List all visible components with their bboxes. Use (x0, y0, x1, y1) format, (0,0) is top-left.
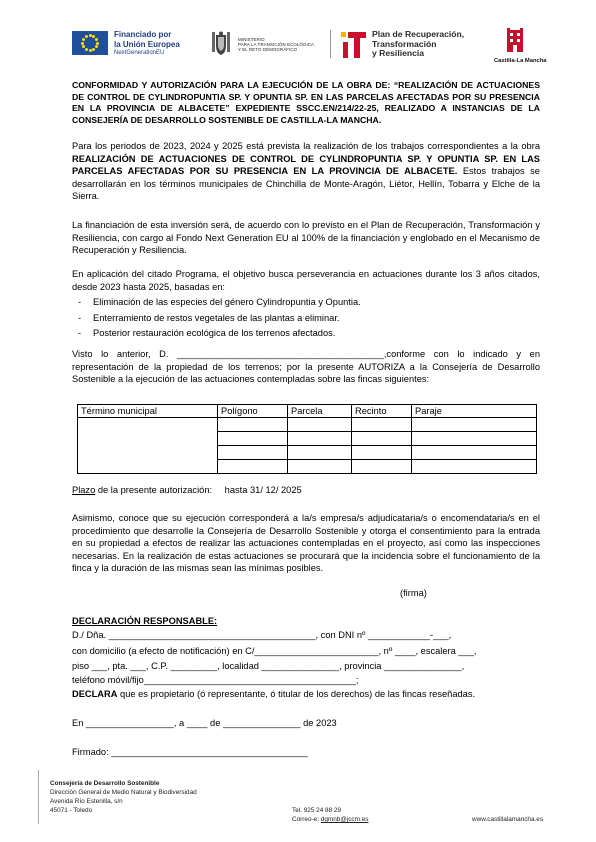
list-item-text: Eliminación de las especies del género Cylindropuntia y Opuntia. (93, 297, 361, 307)
ministry-line: Y EL RETO DEMOGRÁFICO (238, 47, 298, 52)
table-cell[interactable] (412, 432, 537, 446)
column-header: Recinto (352, 405, 412, 418)
bullet-dash: - (78, 313, 82, 323)
validity-text: de la presente autorización: (95, 485, 213, 495)
table-cell[interactable] (352, 446, 412, 460)
eu-star-icon (96, 42, 99, 45)
table-row (78, 418, 537, 432)
column-header: Paraje (412, 405, 537, 418)
footer-direction: Dirección General de Medio Natural y Biodiversidad (50, 789, 197, 796)
column-header: Parcela (288, 405, 352, 418)
footer-org: Consejería de Desarrollo Sostenible (50, 780, 160, 787)
table-cell[interactable] (352, 432, 412, 446)
table-cell[interactable] (288, 460, 352, 474)
ministry-line: PARA LA TRANSICIÓN ECOLÓGICA (238, 42, 315, 47)
table-cell[interactable] (412, 446, 537, 460)
recovery-plan-line: Transformación (372, 38, 437, 49)
spain-coat-of-arms-icon (210, 31, 232, 57)
footer-address: Avenida Río Estenilla, s/n (50, 798, 123, 805)
eu-flag-icon (72, 31, 108, 55)
header-divider (330, 30, 331, 58)
table-cell[interactable] (78, 418, 218, 474)
recovery-plan-line: y Resiliencia (372, 48, 425, 58)
eu-star-icon (81, 42, 84, 45)
footer-email-link[interactable]: dgmnb@jccm.es (320, 816, 369, 823)
declaration-statement (72, 688, 540, 701)
eu-star-icon (95, 38, 98, 41)
project-name: REALIZACIÓN DE ACTUACIONES DE CONTROL DE CYLINDROPUNTIA SP. Y OPUNTIA SP. EN LAS PARCELAS AFECTADAS POR SU PRESENCIA EN LA PROVINCIA DE ALBACETE. (72, 153, 540, 176)
table-cell[interactable] (218, 418, 288, 432)
footer-contact-block (292, 806, 368, 824)
list-item-text: Enterramiento de restos vegetales de las plantas a eliminar. (93, 313, 340, 323)
eu-star-icon (92, 48, 95, 51)
column-header: Polígono (218, 405, 288, 418)
castilla-la-mancha-logo-icon (504, 28, 526, 56)
declara-text: que es propietario (ó representante, ó titular de los derechos) de las fincas reseñadas. (117, 689, 476, 699)
validity-line (72, 484, 540, 497)
list-item (78, 312, 340, 325)
consent-paragraph: Asimismo, conoce que su ejecución corresponderá a la/s empresa/s adjudicataria/s o encomendataria/s en el procedimiento que desarrolle la Consejería de Desarrollo Sostenible y otorga el consentimiento para la entrada en su propiedad a efectos de realizar las actuaciones contempladas en el proyecto, así como las inspecciones necesarias. En la realización de estas actuaciones se procurará que la incidencia sobre el funcionamiento de la finca y la duración de las mismas sean las mínimas posibles. (72, 513, 540, 573)
footer-website-link[interactable]: www.castillalamancha.es (472, 816, 544, 823)
signature-label: (firma) (400, 588, 427, 598)
column-header: Término municipal (78, 405, 218, 418)
ministry-label (238, 37, 314, 52)
castilla-la-mancha-label: Castilla-La Mancha (494, 58, 547, 64)
declaration-line[interactable]: con domicilio (a efecto de notificación) en C/________________________, nº ____, escalera ___, (72, 646, 477, 656)
recovery-plan-line: Plan de Recuperación, (372, 29, 465, 39)
intro-text-end: Estos trabajos se desarrollarán en los términos municipales de Chinchilla de Monte-Aragón, Liétor, Hellín, Tobarra y Elche de la Sierra. (72, 166, 540, 201)
table-cell[interactable] (412, 460, 537, 474)
table-cell[interactable] (288, 418, 352, 432)
bullet-dash: - (78, 328, 82, 338)
table-cell[interactable] (352, 418, 412, 432)
table-cell[interactable] (218, 446, 288, 460)
eu-funding-line1: Financiado por (114, 30, 172, 39)
declaration-heading: DECLARACIÓN RESPONSABLE: (72, 616, 218, 626)
table-cell[interactable] (412, 418, 537, 432)
table-header-row (78, 405, 537, 418)
eu-star-icon (95, 45, 98, 48)
parcels-table (77, 404, 537, 474)
list-item (78, 296, 361, 309)
eu-star-icon (85, 35, 88, 38)
recovery-plan-logo-icon (340, 30, 368, 60)
eu-star-icon (85, 48, 88, 51)
signed-line[interactable]: Firmado: ______________________________________ (72, 747, 308, 757)
recovery-plan-label (372, 30, 464, 59)
table-cell[interactable] (288, 432, 352, 446)
validity-date: hasta 31/ 12/ 2025 (224, 485, 302, 495)
intro-paragraph (72, 140, 540, 203)
eu-star-icon (89, 49, 92, 52)
intro-text: Para los periodos de 2023, 2024 y 2025 está prevista la realización de los trabajos correspondientes a la obra (72, 141, 540, 151)
document-title: CONFORMIDAD Y AUTORIZACIÓN PARA LA EJECUCIÓN DE LA OBRA DE: “REALIZACIÓN DE ACTUACIONES DE CONTROL DE CYLINDROPUNTIA SP. Y OPUNTIA SP. EN LAS PARCELAS AFECTADAS POR SU PRESENCIA EN LA PROVINCIA DE ALBACETE” EXPEDIENTE SSCC.EN/214/22-25, REALIZADO A INSTANCIAS DE LA CONSEJERÍA DE DESARROLLO SOSTENIBLE DE CASTILLA-LA MANCHA. (72, 80, 540, 125)
declaration-line[interactable]: piso ___, pta. ___, C.P. _________, localidad _______________, provincia _______________, (72, 661, 465, 671)
declaration-line[interactable]: D./ Dña. ________________________________________, con DNI nº ____________-___, (72, 630, 452, 640)
declaration-line[interactable]: teléfono móvil/fijo_________________________________________; (72, 675, 359, 685)
eu-star-icon (89, 34, 92, 37)
table-cell[interactable] (218, 432, 288, 446)
footer-divider (38, 770, 39, 824)
eu-star-icon (82, 38, 85, 41)
objective-paragraph: En aplicación del citado Programa, el objetivo busca perseverancia en actuaciones durante los 3 años citados, desde 2023 hasta 2025, basadas en: (72, 269, 540, 292)
financing-paragraph: La financiación de esta inversión será, de acuerdo con lo previsto en el Plan de Recuperación, Transformación y Resiliencia, con cargo al Fondo Next Generation EU al 100% de la financiación y englobado en el Mecanismo de Recuperación y Resiliencia. (72, 220, 540, 255)
table-cell[interactable] (218, 460, 288, 474)
validity-label: Plazo (72, 485, 96, 495)
footer-address-block (50, 779, 197, 815)
ministry-line: MINISTERIO (238, 37, 265, 42)
table-cell[interactable] (352, 460, 412, 474)
list-item (78, 327, 335, 340)
footer-email-label: Correo-e: (292, 816, 321, 823)
list-item-text: Posterior restauración ecológica de los terrenos afectados. (93, 328, 336, 338)
bullet-dash: - (78, 297, 82, 307)
date-line[interactable]: En _________________, a ____ de _______________ de 2023 (72, 718, 337, 728)
footer-city: 45071 - Toledo (50, 807, 93, 814)
eu-funding-line2: la Unión Europea (114, 40, 180, 49)
declara-keyword: DECLARA (72, 689, 118, 699)
next-generation-label: NextGenerationEU (114, 50, 165, 56)
table-cell[interactable] (288, 446, 352, 460)
footer-phone: Tel. 925 24 88 29 (292, 807, 342, 814)
authorization-paragraph: Visto lo anterior, D. ________________________________________,conforme con lo indicado y en representación de la propiedad de los terrenos; por la presente AUTORIZA a la Consejería de Desarrollo Sostenible a la ejecución de las actuaciones contempladas sobre las fincas siguientes: (72, 349, 540, 384)
